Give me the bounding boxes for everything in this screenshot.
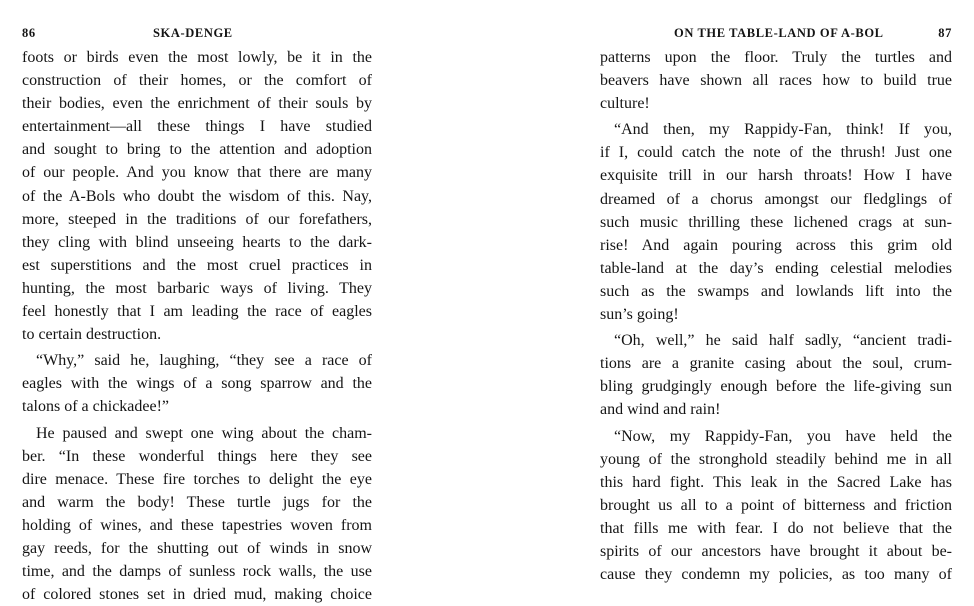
text-line: and wind and rain! xyxy=(600,401,721,419)
text-line: foots or birds even the most lowly, be it in the xyxy=(22,49,372,66)
text-line: culture! xyxy=(600,95,650,113)
text-line: est superstitions and the most cruel practices in xyxy=(22,256,372,274)
right-page xyxy=(600,0,952,584)
right-page-header xyxy=(600,26,952,42)
right-running-head: ON THE TABLE-LAND OF A-BOL xyxy=(674,26,884,40)
text-line: that fills me with fear. I do not believe that the xyxy=(600,519,952,537)
text-line: time, and the damps of sunless rock walls, the use xyxy=(22,563,372,581)
left-page-number: 86 xyxy=(22,26,36,40)
text-line: table-land at the day’s ending celestial melodies xyxy=(600,259,952,277)
text-line: of our people. And you know that there are many xyxy=(22,164,372,182)
text-line: sun’s going! xyxy=(600,306,679,324)
text-line: bling grudgingly enough before the life-giving sun xyxy=(600,378,952,396)
text-line: if I, could catch the note of the thrush! Just one xyxy=(600,144,952,162)
text-line: of the A-Bols who doubt the wisdom of this. Nay, xyxy=(22,187,372,205)
text-line: such as the swamps and lowlands lift into the xyxy=(600,282,952,300)
text-line: rise! And again pouring across this grim old xyxy=(600,236,952,254)
text-line: gay reeds, for the shutting out of winds in snow xyxy=(22,539,372,557)
text-line: construction of their homes, or the comfort of xyxy=(22,72,372,90)
text-line: “And then, my Rappidy-Fan, think! If you, xyxy=(614,121,952,139)
text-line: dreamed of a chorus amongst our fledglings of xyxy=(600,190,952,208)
text-line: beavers have shown all races how to build true xyxy=(600,72,952,90)
text-line: patterns upon the floor. Truly the turtles and xyxy=(600,49,952,66)
text-line: this hard fight. This leak in the Sacred Lake has xyxy=(600,473,952,491)
left-page-header xyxy=(22,26,372,42)
text-line: their bodies, even the enrichment of their souls by xyxy=(22,95,372,113)
text-line: of colored stones set in dried mud, making choice xyxy=(22,586,372,604)
text-line: such music thrilling these lichened crags at sun- xyxy=(600,213,952,231)
text-line: hunting, the most barbaric ways of living. They xyxy=(22,279,372,297)
text-line: “Now, my Rappidy-Fan, you have held the xyxy=(614,427,952,445)
text-line: holding of wines, and these tapestries woven from xyxy=(22,516,372,534)
text-line: and warm the body! These turtle jugs for the xyxy=(22,493,372,511)
text-line: to certain destruction. xyxy=(22,326,162,344)
right-page-body xyxy=(600,46,952,586)
text-line: ber. “In these wonderful things here they see xyxy=(22,447,372,465)
text-line: talons of a chickadee!” xyxy=(22,398,170,416)
text-line: they cling with blind unseeing hearts to the dark- xyxy=(22,233,372,251)
left-running-head: SKA-DENGE xyxy=(153,26,233,40)
left-page-body xyxy=(22,46,372,606)
text-line: “Oh, well,” he said half sadly, “ancient tradi- xyxy=(614,332,952,350)
text-line: young of the stronghold steadily behind me in all xyxy=(600,450,952,468)
text-line: dire menace. These fire torches to delight the eye xyxy=(22,470,372,488)
text-line: feel honestly that I am leading the race of eagles xyxy=(22,303,372,321)
text-line: and sought to bring to the attention and adoption xyxy=(22,141,372,159)
text-line: eagles with the wings of a song sparrow and the xyxy=(22,375,372,393)
right-page-number: 87 xyxy=(938,26,952,40)
text-line: tions are a granite casing about the soul, crum- xyxy=(600,355,952,373)
text-line: more, steeped in the traditions of our forefathers, xyxy=(22,210,372,228)
left-page xyxy=(22,0,372,604)
text-line: He paused and swept one wing about the cham- xyxy=(36,424,372,442)
text-line: entertainment—all these things I have studied xyxy=(22,118,372,136)
text-line: brought us all to a point of bitterness and friction xyxy=(600,496,952,514)
text-line: “Why,” said he, laughing, “they see a race of xyxy=(36,352,372,370)
text-line: cause they condemn my policies, as too many of xyxy=(600,566,952,584)
text-line: exquisite trill in our harsh throats! How I have xyxy=(600,167,952,185)
text-line: spirits of our ancestors have brought it about be- xyxy=(600,542,952,560)
